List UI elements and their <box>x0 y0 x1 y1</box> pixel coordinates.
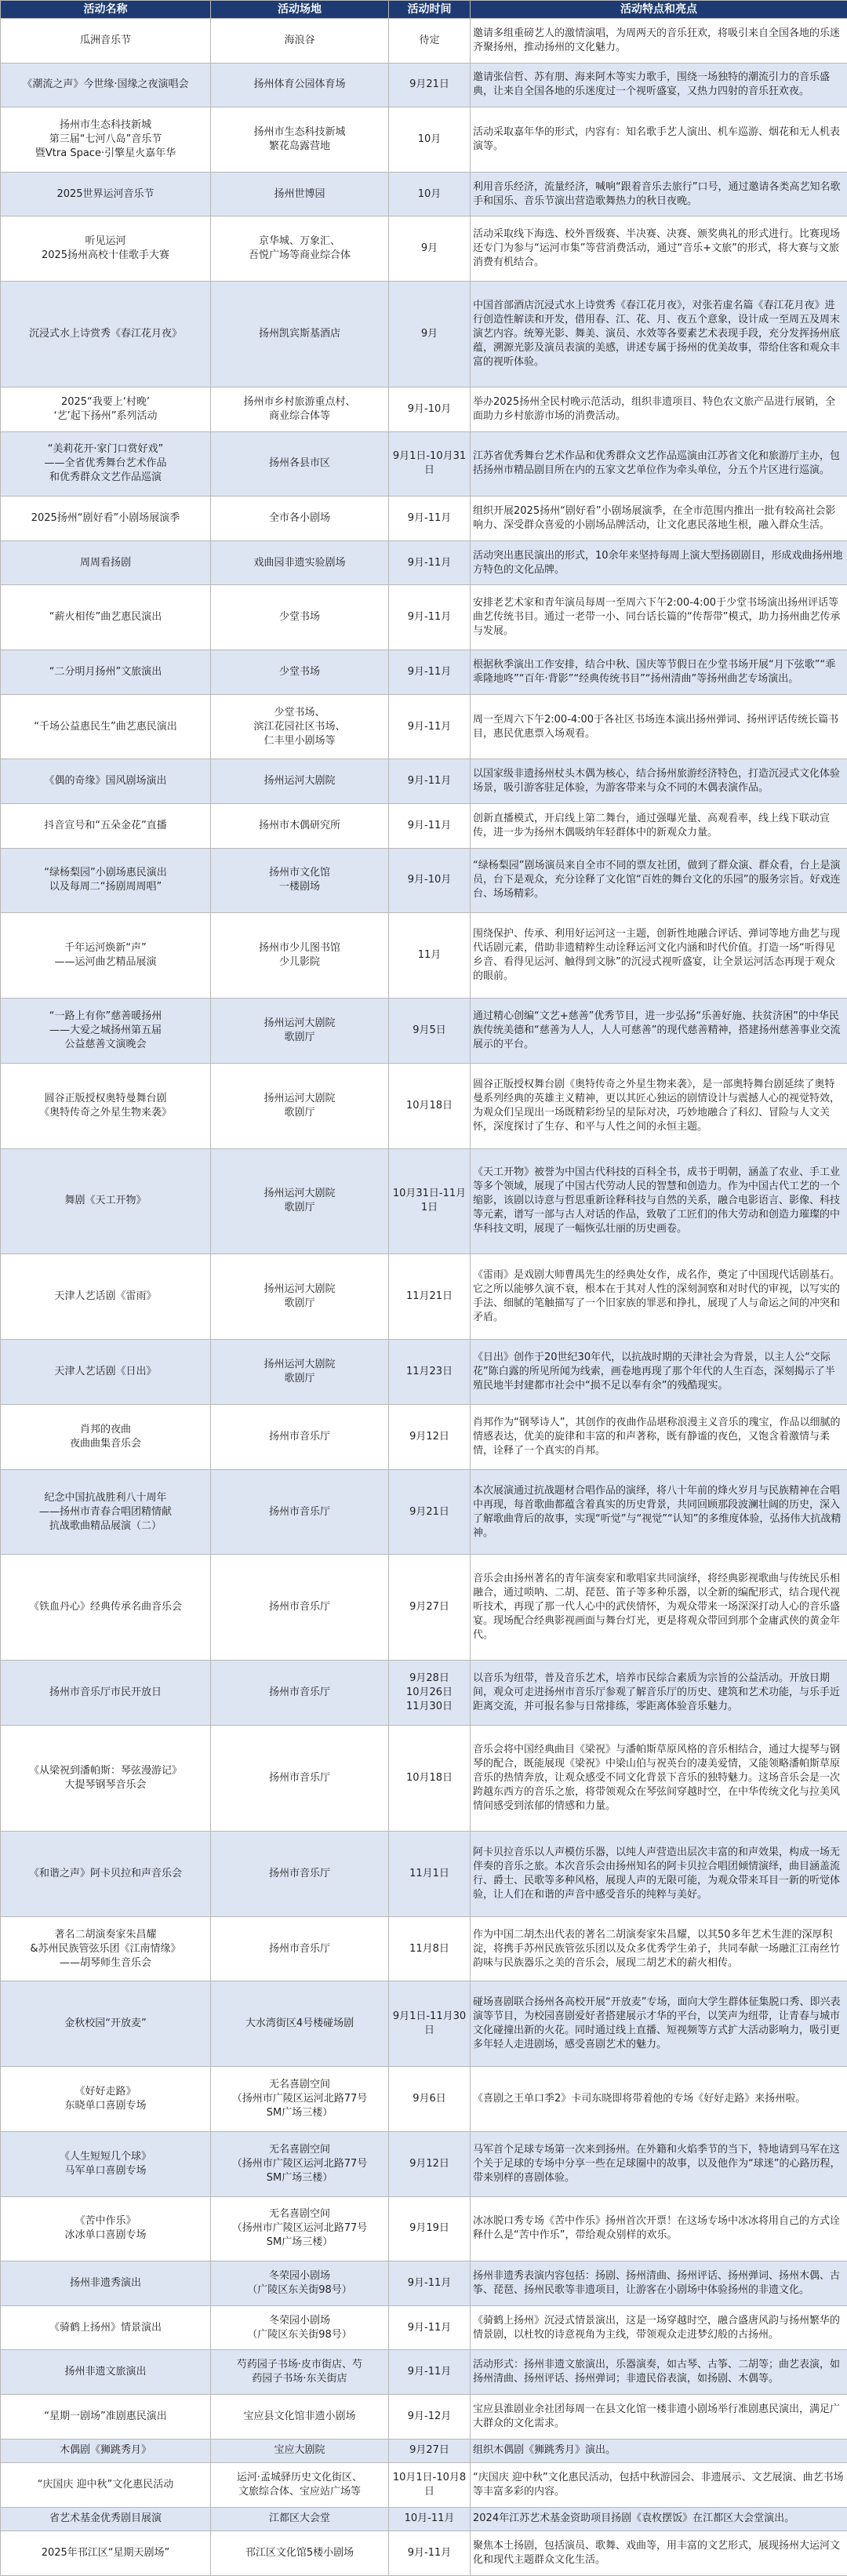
event-time: 9月-10月 <box>389 848 471 913</box>
table-row <box>1 913 847 999</box>
table-row <box>1 694 847 759</box>
table-row <box>1 2507 847 2531</box>
table-row <box>1 2395 847 2440</box>
event-time: 11月23日 <box>389 1340 471 1405</box>
event-venue: 戏曲园非遗实验剧场 <box>211 540 389 585</box>
event-description: 利用音乐经济，流量经济，喊响“跟着音乐去旅行”口号，通过邀请各类高艺知名歌手和国乐、音乐节演出营造歌舞热力的秋日夜晚。 <box>471 172 847 216</box>
event-venue: 扬州市文化馆 一楼剧场 <box>211 848 389 913</box>
event-time: 9月-11月 <box>389 650 471 695</box>
event-time: 9月-11月 <box>389 2305 471 2350</box>
event-name: “薪火相传”曲艺惠民演出 <box>1 585 211 650</box>
event-description: 举办2025扬州全民村晚示范活动，组织非遗项目、特色农文旅产品进行展销，全面助力乡村旅游市场的消费活动。 <box>471 387 847 432</box>
table-row <box>1 1340 847 1405</box>
table-row <box>1 1661 847 1726</box>
event-name: 舞剧《天工开物》 <box>1 1148 211 1254</box>
event-venue: 扬州体育公园体育场 <box>211 63 389 107</box>
event-time: 9月-11月 <box>389 540 471 585</box>
event-name: “千场公益惠民生”曲艺惠民演出 <box>1 694 211 759</box>
event-name: 听见运河 2025扬州高校十佳歌手大赛 <box>1 216 211 282</box>
event-name: “一路上有你”慈善暖扬州 ——大爱之城扬州第五届 公益慈善文演晚会 <box>1 999 211 1064</box>
event-name: 《和谐之声》阿卡贝拉和声音乐会 <box>1 1831 211 1916</box>
event-description: 江苏省优秀舞台艺术作品和优秀群众文艺作品巡演由江苏省文化和旅游厅主办，包括扬州市精品剧目所在内的五家文艺单位作为牵头单位，分五个片区进行巡演。 <box>471 431 847 497</box>
table-row <box>1 387 847 432</box>
table-row <box>1 2305 847 2350</box>
event-time: 9月27日 <box>389 2439 471 2462</box>
event-description: 碰场喜剧联合扬州各高校开展“开放麦”专场，面向大学生群体征集脱口秀、即兴表演等节目，为校园喜剧爱好者搭建展示才华的平台，以笑声为纽带，让青春与城市文化碰撞出新的火花。同时通过线上直播、短视频等方式扩大活动影响力，吸引更多年轻人走进剧场，感受喜剧艺术的魅力。 <box>471 1981 847 2067</box>
event-description: 活动采取线下海选、校外晋级赛、半决赛、决赛、颁奖典礼的形式进行。比赛现场还专门为参与“运河市集”等营消费活动，通过“音乐+文旅”的形式，将大赛与文旅消费有机结合。 <box>471 216 847 282</box>
event-description: 中国首部酒店沉浸式水上诗赏秀《春江花月夜》，对张若虚名篇《春江花月夜》进行创造性解读和开发，借用春、江、花、月、夜五个意象，设计成一至周五及周末演艺内容。统筹光影、舞美、演员、水效等各要素艺术表现手段，充分发挥扬州底蕴，溯源光影及演员表演的美感，讲述专属于扬州的优美故事，带给住客和观众丰富的视听体验。 <box>471 282 847 387</box>
event-venue: 扬州市木偶研究所 <box>211 803 389 848</box>
event-time: 9月-11月 <box>389 497 471 541</box>
event-time: 11月1日 <box>389 1831 471 1916</box>
event-name: 抖音宣号和“五朵金花”直播 <box>1 803 211 848</box>
event-name: “美莉花开·家门口赏好戏” ——全省优秀舞台艺术作品 和优秀群众文艺作品巡演 <box>1 431 211 497</box>
event-name: 天津人艺话剧《雷雨》 <box>1 1254 211 1340</box>
event-time: 9月-11月 <box>389 2531 471 2576</box>
event-time: 9月-11月 <box>389 2261 471 2306</box>
event-name: 木偶剧《狮跳秀月》 <box>1 2439 211 2462</box>
event-description: 宝应县淮剧业余社团每周一在县文化馆一楼非遗小剧场举行准剧惠民演出，满足广大群众的文化需求。 <box>471 2395 847 2440</box>
event-description: “庆国庆 迎中秋”文化惠民活动，包括中秋游园会、非遗展示、文艺展演、曲艺书场等丰富多彩的内容。 <box>471 2463 847 2508</box>
event-venue: 扬州市音乐厅 <box>211 1469 389 1555</box>
table-row <box>1 107 847 173</box>
event-description: 《骑鹤上扬州》沉浸式情景演出，这是一场穿越时空，融合盛唐风韵与扬州繁华的情景剧，以杜牧的诗意视角为主线，带领观众走进梦幻般的古扬州。 <box>471 2305 847 2350</box>
event-name: “绿杨梨园”小剧场惠民演出 以及每周二“扬剧周周唱” <box>1 848 211 913</box>
event-time: 9月6日 <box>389 2067 471 2132</box>
event-name: 《从梁祝到潘帕斯：琴弦漫游记》 大提琴钢琴音乐会 <box>1 1726 211 1832</box>
event-time: 9月-11月 <box>389 803 471 848</box>
event-description: 音乐会将中国经典曲目《梁祝》与潘帕斯草原风格的音乐相结合，通过大提琴与钢琴的配合，既能展现《梁祝》中梁山伯与祝英台的凄美爱情，又能领略潘帕斯草原音乐的热情奔放，让观众感受不同文化背景下音乐的独特魅力。这场音乐会是一次跨越东西方的音乐之旅，将带领观众在琴弦间穿越时空，在中华传统文化与拉美风情间感受到浓郁的情感和力量。 <box>471 1726 847 1832</box>
event-name: 2025世界运河音乐节 <box>1 172 211 216</box>
event-name: 《苦中作乐》 冰冰单口喜剧专场 <box>1 2196 211 2261</box>
table-row <box>1 1831 847 1916</box>
event-name: 肖邦的夜曲 夜曲曲集音乐会 <box>1 1404 211 1469</box>
event-time: 9月12日 <box>389 1404 471 1469</box>
event-venue: 全市各小剧场 <box>211 497 389 541</box>
event-venue: 无名喜剧空间 （扬州市广陵区运河北路77号 SM广场三楼） <box>211 2067 389 2132</box>
event-venue: 扬州运河大剧院 歌剧厅 <box>211 1148 389 1254</box>
table-row <box>1 1981 847 2067</box>
event-description: 2024年江苏艺术基金资助项目扬剧《袁枚摆饭》在江都区大会堂演出。 <box>471 2507 847 2531</box>
event-name: “星期一剧场”准剧惠民演出 <box>1 2395 211 2440</box>
event-description: 邀请张信哲、苏有朋、海来阿木等实力歌手，围绕一场独特的潮流引力的音乐盛典，让来自全国各地的乐迷度过一个视听盛宴，又热力四射的音乐狂欢夜。 <box>471 63 847 107</box>
event-description: 周一至周六下午2:00-4:00于各社区书场连本演出扬州弹词、扬州评话传统长篇书目，惠民优惠票入场观看。 <box>471 694 847 759</box>
event-time: 11月8日 <box>389 1916 471 1981</box>
event-venue: 扬州各县市区 <box>211 431 389 497</box>
event-venue: 扬州市音乐厅 <box>211 1404 389 1469</box>
event-time: 9月21日 <box>389 63 471 107</box>
event-description: 冰冰脱口秀专场《苦中作乐》扬州首次开票！在这场专场中冰冰将用自己的方式诠释什么是“苦中作乐”，带给观众别样的欢乐。 <box>471 2196 847 2261</box>
event-venue: 冬荣园小剧场 （广陵区东关街98号） <box>211 2261 389 2306</box>
table-row <box>1 759 847 804</box>
event-time: 9月12日 <box>389 2131 471 2196</box>
table-row <box>1 540 847 585</box>
event-description: 组织木偶剧《狮跳秀月》演出。 <box>471 2439 847 2462</box>
event-description: 《天工开物》被誉为中国古代科技的百科全书，成书于明朝，涵盖了农业、手工业等多个领域，展现了中国古代劳动人民的智慧和创造力。作为中国古代工艺的一个缩影，该剧以诗意与哲思重新诠释科技与自然的关系，融合电影语言、影像、科技等元素，谱写一部与古人对话的作品，致敬了工匠们的伟大劳动和创造力璀璨的中华科技文明，展现了一幅恢弘壮丽的历史画卷。 <box>471 1148 847 1254</box>
event-description: 圆谷正版授权舞台剧《奥特传奇之外星生物来袭》，是一部奥特舞台剧延续了奥特曼系列经典的英雄主义精神，更以其匠心独运的剧情设计与震撼人心的视觉特效，为观众们呈现出一场既精彩纷呈的星际对决，巧妙地融合了科幻、冒险与人文关怀，深度探讨了生存、和平与人性之间的永恒主题。 <box>471 1063 847 1148</box>
table-row <box>1 1404 847 1469</box>
event-time: 10月18日 <box>389 1726 471 1832</box>
event-venue: 扬州市少儿图书馆 少儿影院 <box>211 913 389 999</box>
event-venue: 少堂书场 <box>211 650 389 695</box>
event-time: 10月31日-11月1日 <box>389 1148 471 1254</box>
event-time: 待定 <box>389 19 471 64</box>
event-name: 《潮流之声》今世缘·国缘之夜演唱会 <box>1 63 211 107</box>
event-time: 10月 <box>389 107 471 173</box>
table-row <box>1 1148 847 1254</box>
event-name: 《偶的奇缘》国风剧场演出 <box>1 759 211 804</box>
event-time: 9月-11月 <box>389 694 471 759</box>
event-name: 圆谷正版授权奥特曼舞台剧 《奥特传奇之外星生物来袭》 <box>1 1063 211 1148</box>
table-row <box>1 2261 847 2306</box>
event-name: 金秋校园“开放麦” <box>1 1981 211 2067</box>
table-row <box>1 650 847 695</box>
event-description: 本次展演通过抗战题材合唱作品的演绎，将八十年前的烽火岁月与民族精神在合唱中再现，每首歌曲都蕴含着真实的历史背景，共同回顾那段波澜壮阔的历史，深入了解歌曲背后的故事，实现“听觉”与“视觉”“认知”的多维度体验，弘扬伟大抗战精神。 <box>471 1469 847 1555</box>
event-name: 2025年邗江区“星期天剧场” <box>1 2531 211 2576</box>
event-venue: 宝应县文化馆非遗小剧场 <box>211 2395 389 2440</box>
event-description: 《雷雨》是戏剧大师曹禺先生的经典处女作，成名作，奠定了中国现代话剧基石。它之所以能够久演不衰，根本在于其对人性的深刻洞察和对时代的审视，以写实的手法、细腻的笔触描写了一个旧家族的罪恶和挣扎，展现了人与命运之间的冲突和矛盾。 <box>471 1254 847 1340</box>
event-venue: 扬州运河大剧院 歌剧厅 <box>211 999 389 1064</box>
event-description: 作为中国二胡杰出代表的著名二胡演奏家朱昌耀，以其50多年艺术生涯的深厚积淀，将携手苏州民族管弦乐团以及众多优秀学生弟子，共同奉献一场融汇江南丝竹韵味与民族器乐之美的音乐会，展现二胡艺术的薪火相传。 <box>471 1916 847 1981</box>
event-time: 10月1日-10月8日 <box>389 2463 471 2508</box>
table-row <box>1 2067 847 2132</box>
event-time: 9月 <box>389 216 471 282</box>
table-row <box>1 63 847 107</box>
table-row <box>1 2439 847 2462</box>
event-description: 以音乐为纽带，普及音乐艺术，培养市民综合素质为宗旨的公益活动。开放日期间，观众可走进扬州市音乐厅参观了解音乐厅的历史、建筑和艺术功能，与乐手近距离交流，并可报名参与日常排练，零距离体验音乐魅力。 <box>471 1661 847 1726</box>
event-time: 9月-11月 <box>389 759 471 804</box>
event-venue: 少堂书场 <box>211 585 389 650</box>
event-description: “绿杨梨园”剧场演员来自全市不同的票友社团，做到了群众演、群众看，台上是演员，台下是观众，充分诠释了文化馆“百姓的舞台文化的乐园”的服务宗旨。好戏连台、场场精彩。 <box>471 848 847 913</box>
table-header-row <box>1 1 847 19</box>
event-name: 周周看扬剧 <box>1 540 211 585</box>
event-description: 根据秋季演出工作安排，结合中秋、国庆等节假日在少堂书场开展“月下弦歌”“乖乖隆地咚”“百年·背影”“经典传统书目”“扬州清曲”等扬州曲艺专场演出。 <box>471 650 847 695</box>
event-time: 11月 <box>389 913 471 999</box>
header-venue: 活动场地 <box>211 1 389 19</box>
table-row <box>1 1555 847 1661</box>
event-venue: 芍药园子书场·皮市街店、芍 药园子书场·东关街店 <box>211 2350 389 2395</box>
event-name: 沉浸式水上诗赏秀《春江花月夜》 <box>1 282 211 387</box>
event-venue: 扬州市音乐厅 <box>211 1726 389 1832</box>
table-row <box>1 1254 847 1340</box>
table-row <box>1 1469 847 1555</box>
event-description: 组织开展2025扬州“剧好看”小剧场展演季，在全市范围内推出一批有较高社会影响力、深受群众喜爱的小剧场品牌活动，让文化惠民落地生根，融入群众生活。 <box>471 497 847 541</box>
event-name: 扬州非遗秀演出 <box>1 2261 211 2306</box>
event-venue: 扬州市生态科技新城 繁花岛露营地 <box>211 107 389 173</box>
event-description: 肖邦作为“钢琴诗人”，其创作的夜曲作品堪称浪漫主义音乐的瑰宝，作品以细腻的情感表达，优美的旋律和丰富的和声著称，既有静谧的夜色，又饱含着激情与柔情，诠释了一个真实的肖邦。 <box>471 1404 847 1469</box>
event-description: 通过精心创编“文艺+慈善”优秀节目，进一步弘扬“乐善好施、扶贫济困”的中华民族传统美德和“慈善为人人，人人可慈善”的现代慈善精神，搭建扬州慈善事业交流展示的平台。 <box>471 999 847 1064</box>
event-description: 马军首个足球专场第一次来到扬州。在外籍和火焰季节的当下，特地请到马军在这个关于足球的专场中分享一些在足球圈中的故事，以及他作为“球迷”的心路历程，带来别样的喜剧体验。 <box>471 2131 847 2196</box>
event-venue: 扬州运河大剧院 歌剧厅 <box>211 1340 389 1405</box>
event-time: 9月1日-11月30日 <box>389 1981 471 2067</box>
event-time: 9月-12月 <box>389 2395 471 2440</box>
event-time: 10月18日 <box>389 1063 471 1148</box>
event-name: 省艺术基金优秀剧目展演 <box>1 2507 211 2531</box>
event-name: 扬州市音乐厅市民开放日 <box>1 1661 211 1726</box>
table-row <box>1 2531 847 2576</box>
table-row <box>1 172 847 216</box>
event-name: “庆国庆 迎中秋”文化惠民活动 <box>1 2463 211 2508</box>
event-name: 著名二胡演奏家朱昌耀 &苏州民族管弦乐团《江南情缘》 ——胡琴师生音乐会 <box>1 1916 211 1981</box>
event-description: 邀请多组重磅艺人的激情演唱，为周两天的音乐狂欢，将吸引来自全国各地的乐迷齐聚扬州，推动扬州的文化魅力。 <box>471 19 847 64</box>
event-venue: 运河·孟城驿历史文化街区、 文旅综合体、宝应站广场等 <box>211 2463 389 2508</box>
event-venue: 无名喜剧空间 （扬州市广陵区运河北路77号 SM广场三楼） <box>211 2196 389 2261</box>
header-description: 活动特点和亮点 <box>471 1 847 19</box>
event-time: 9月5日 <box>389 999 471 1064</box>
event-venue: 大水湾街区4号楼碰场剧 <box>211 1981 389 2067</box>
event-description: 安排老艺术家和青年演员每周一至周六下午2:00-4:00于少堂书场演出扬州评话等曲艺传统书目。通过一老带一小、同台话长篇的“传帮带”模式，助力扬州曲艺传承与发展。 <box>471 585 847 650</box>
event-description: 聚焦本土扬剧，包括演员、歌舞、戏曲等，用丰富的文艺形式，展现扬州大运河文化和现代主题群众文化生活。 <box>471 2531 847 2576</box>
event-description: 以国家级非遗扬州杖头木偶为核心，结合扬州旅游经济特色，打造沉浸式文化体验场景，吸引游客驻足体验，为游客带来与众不同的木偶表演作品。 <box>471 759 847 804</box>
event-name: 《好好走路》 东晓单口喜剧专场 <box>1 2067 211 2132</box>
event-time: 11月21日 <box>389 1254 471 1340</box>
event-venue: 少堂书场、 滨江花园社区书场、 仁丰里小剧场等 <box>211 694 389 759</box>
event-venue: 扬州运河大剧院 <box>211 759 389 804</box>
event-time: 10月-11月 <box>389 2507 471 2531</box>
event-name: 《骑鹤上扬州》情景演出 <box>1 2305 211 2350</box>
event-venue: 京华城、万象汇、 吾悦广场等商业综合体 <box>211 216 389 282</box>
event-venue: 无名喜剧空间 （扬州市广陵区运河北路77号 SM广场三楼） <box>211 2131 389 2196</box>
table-row <box>1 848 847 913</box>
header-name: 活动名称 <box>1 1 211 19</box>
event-venue: 扬州市音乐厅 <box>211 1831 389 1916</box>
event-time: 9月-10月 <box>389 387 471 432</box>
table-row <box>1 1063 847 1148</box>
event-venue: 海浪谷 <box>211 19 389 64</box>
event-name: 《人生短短几个球》 马军单口喜剧专场 <box>1 2131 211 2196</box>
event-time: 9月-11月 <box>389 2350 471 2395</box>
table-row <box>1 803 847 848</box>
event-venue: 扬州运河大剧院 歌剧厅 <box>211 1254 389 1340</box>
header-time: 活动时间 <box>389 1 471 19</box>
event-description: 活动采取嘉年华的形式，内容有：知名歌手艺人演出、机车巡游、烟花和无人机表演等。 <box>471 107 847 173</box>
event-time: 9月21日 <box>389 1469 471 1555</box>
event-description: 音乐会由扬州著名的青年演奏家和歌唱家共同演绎，将经典影视歌曲与传统民乐相融合，通过唢呐、二胡、琵琶、笛子等多种乐器，以全新的编配形式，结合现代视听技术，再现了那一代人心中的武侠情怀，为观众带来一场深深打动人心的音乐盛宴。现场配合经典影视画面与舞台灯光，更是将观众带回到那个金庸武侠的黄金年代。 <box>471 1555 847 1661</box>
event-venue: 扬州世博园 <box>211 172 389 216</box>
table-row <box>1 2131 847 2196</box>
table-row <box>1 585 847 650</box>
event-description: 扬州非遗秀表演内容包括：扬剧、扬州清曲、扬州评话、扬州弹词、扬州木偶、古筝、琵琶、扬州民歌等非遗项目，让游客在小剧场中体验扬州的非遗文化。 <box>471 2261 847 2306</box>
table-row <box>1 282 847 387</box>
event-name: 扬州市生态科技新城 第三届“七河八岛”音乐节 暨Vtra Space·引擎星火嘉年华 <box>1 107 211 173</box>
event-description: 《喜剧之王单口季2》卡司东晓即将带着他的专场《好好走路》来扬州啦。 <box>471 2067 847 2132</box>
event-time: 9月28日 10月26日 11月30日 <box>389 1661 471 1726</box>
event-description: 创新直播模式，开启线上第二舞台，通过强曝光量、高观看率，线上线下联动宣传，进一步为扬州木偶吸纳年轻群体中的新观众力量。 <box>471 803 847 848</box>
event-description: 《日出》创作于20世纪30年代，以抗战时期的天津社会为背景，以主人公“交际花”陈白露的所见所闻为线索，画卷地再现了那个年代的人生百态，深刻揭示了半殖民地半封建都市社会中“损不足以奉有余”的残酷现实。 <box>471 1340 847 1405</box>
event-description: 围绕保护、传承、利用好运河这一主题，创新性地融合评话、弹词等地方曲艺与现代话剧元素，借助非遗精粹生动诠释运河文化内涵和时代价值。打造一场“听得见乡音、看得见运河、触得到文脉”的沉浸式视听盛宴，让全景运河活态再现于观众的眼前。 <box>471 913 847 999</box>
event-venue: 冬荣园小剧场 （广陵区东关街98号） <box>211 2305 389 2350</box>
event-name: 纪念中国抗战胜利八十周年 ——扬州市青春合唱团精情献 抗战歌曲精品展演（二） <box>1 1469 211 1555</box>
event-venue: 扬州市乡村旅游重点村、 商业综合体等 <box>211 387 389 432</box>
event-venue: 扬州市音乐厅 <box>211 1555 389 1661</box>
table-row <box>1 2350 847 2395</box>
event-description: 活动突出惠民演出的形式，10余年来坚持每周上演大型扬剧剧目，形成戏曲扬州地方特色的文化品牌。 <box>471 540 847 585</box>
table-row <box>1 216 847 282</box>
table-row <box>1 2196 847 2261</box>
table-row <box>1 999 847 1064</box>
event-description: 活动形式：扬州非遗文旅演出，乐器演奏，如古琴、古筝、二胡等；曲艺表演，如扬州清曲、扬州评话、扬州弹词；非遗民俗表演，如扬剧、木偶等。 <box>471 2350 847 2395</box>
event-time: 9月19日 <box>389 2196 471 2261</box>
event-name: 《铁血丹心》经典传承名曲音乐会 <box>1 1555 211 1661</box>
event-name: 2025“我要上‘村晚’ ‘艺’起下扬州”系列活动 <box>1 387 211 432</box>
event-venue: 宝应大剧院 <box>211 2439 389 2462</box>
event-time: 9月 <box>389 282 471 387</box>
event-name: 天津人艺话剧《日出》 <box>1 1340 211 1405</box>
event-name: 千年运河焕新“声” ——运河曲艺精品展演 <box>1 913 211 999</box>
event-time: 9月-11月 <box>389 585 471 650</box>
table-row <box>1 19 847 64</box>
table-row <box>1 2463 847 2508</box>
table-row <box>1 1726 847 1832</box>
event-description: 阿卡贝拉音乐以人声模仿乐器，以纯人声营造出层次丰富的和声效果，构成一场无伴奏的音乐之旅。本次音乐会由扬州知名的阿卡贝拉合唱团倾情演绎，曲目涵盖流行、爵士、民歌等多种风格，展现人声的无限可能，为观众带来耳目一新的听觉体验，让人们在和谐的声音中感受音乐的纯粹与美好。 <box>471 1831 847 1916</box>
event-time: 9月1日-10月31日 <box>389 431 471 497</box>
event-venue: 江都区大会堂 <box>211 2507 389 2531</box>
table-row <box>1 497 847 541</box>
event-name: “二分明月扬州”文旅演出 <box>1 650 211 695</box>
event-name: 瓜洲音乐节 <box>1 19 211 64</box>
event-name: 2025扬州“剧好看”小剧场展演季 <box>1 497 211 541</box>
event-venue: 邗江区文化馆5楼小剧场 <box>211 2531 389 2576</box>
event-venue: 扬州运河大剧院 歌剧厅 <box>211 1063 389 1148</box>
event-time: 9月27日 <box>389 1555 471 1661</box>
event-venue: 扬州市音乐厅 <box>211 1661 389 1726</box>
table-row <box>1 1916 847 1981</box>
event-venue: 扬州凯宾斯基酒店 <box>211 282 389 387</box>
event-name: 扬州非遗文旅演出 <box>1 2350 211 2395</box>
event-venue: 扬州市音乐厅 <box>211 1916 389 1981</box>
event-time: 10月 <box>389 172 471 216</box>
table-row <box>1 431 847 497</box>
